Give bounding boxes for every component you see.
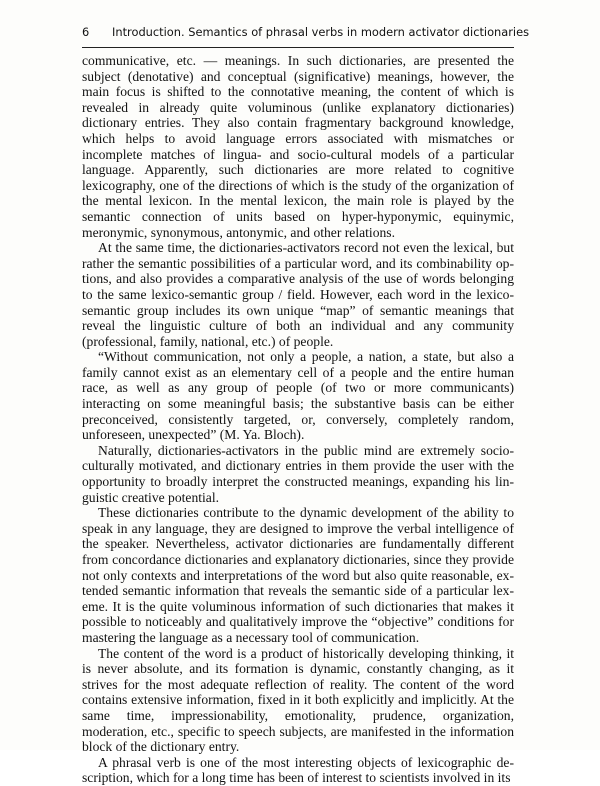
- page-number: 6: [82, 25, 90, 39]
- paragraph: The content of the word is a product of historically developing thinking, it is never absolute, and its formation is dynamic, constantly changing, as it strives for the most adequate reflection of reality. The content of the word contains extensive information, fixed in it both explicitly and implicitly. At the same time, impressionability, emotionality, prudence, organization, moderation, etc., specific to speech subjects, are manifested in the information block of the dictionary entry.: [82, 645, 514, 755]
- running-title: Introduction. Semantics of phrasal verbs in modern activator dictionaries: [112, 25, 530, 39]
- paragraph: These dictionaries contribute to the dynamic development of the ability to speak in any language, they are designed to improve the verbal intelligence of the speaker. Nevertheless, activator dictionaries are fundamentally different from concordance dictionaries and explanatory dictionaries, since they provide not only contexts and interpretations of the word but also quite reasonable, extended semantic information that reveals the semantic side of a particular lexeme. It is the quite voluminous information of such dictionaries that makes it possible to noticeably and qualitatively improve the “objective” conditions for mastering the language as a necessary tool of communication.: [82, 505, 514, 645]
- paragraph: A phrasal verb is one of the most interesting objects of lexicographic description, which for a long time has been of interest to scientists involved in its: [82, 754, 514, 786]
- paragraph: At the same time, the dictionaries-activators record not even the lexical, but rather the semantic possibilities of a particular word, and its combinability options, and also provides a comparative analysis of the use of words belonging to the same lexico-semantic group / field. However, each word in the lexico-semantic group includes its own unique “map” of semantic meanings that reveal the linguistic culture of both an individual and any community (professional, family, national, etc.) of people.: [82, 240, 514, 349]
- paragraph: Naturally, dictionaries-activators in the public mind are extremely socioculturally motivated, and dictionary entries in them provide the user with the opportunity to broadly interpret the constructed meanings, expanding his linguistic creative potential.: [82, 442, 514, 505]
- paragraph: communicative, etc. — meanings. In such dictionaries, are presented the subject (denotative) and conceptual (significative) meanings, however, the main focus is shifted to the connotative meaning, the content of which is revealed in already quite voluminous (unlike explanatory dictionaries) dictionary entries. They also contain fragmentary background knowledge, which helps to avoid language errors associated with mismatches or incomplete matches of lingua- and socio-cultural models of a particular language. Apparently, such dictionaries are more related to cognitive lexicography, one of the directions of which is the study of the organization of the mental lexicon. In the mental lexicon, the main role is played by the semantic connection of units based on hyper-hyponymic, equinymic, meronymic, synonymous, antonymic, and other relations.: [82, 53, 514, 240]
- paragraph: “Without communication, not only a people, a nation, a state, but also a family cannot exist as an elementary cell of a people and the entire human race, as well as any group of people (of two or more communicants) interacting on some meaningful basis; the substantive basis can be either preconceived, consistently targeted, or, conversely, completely random, unforeseen, unexpected” (M. Ya. Bloch).: [82, 349, 514, 443]
- body-text: [82, 53, 514, 786]
- running-header: [82, 25, 530, 48]
